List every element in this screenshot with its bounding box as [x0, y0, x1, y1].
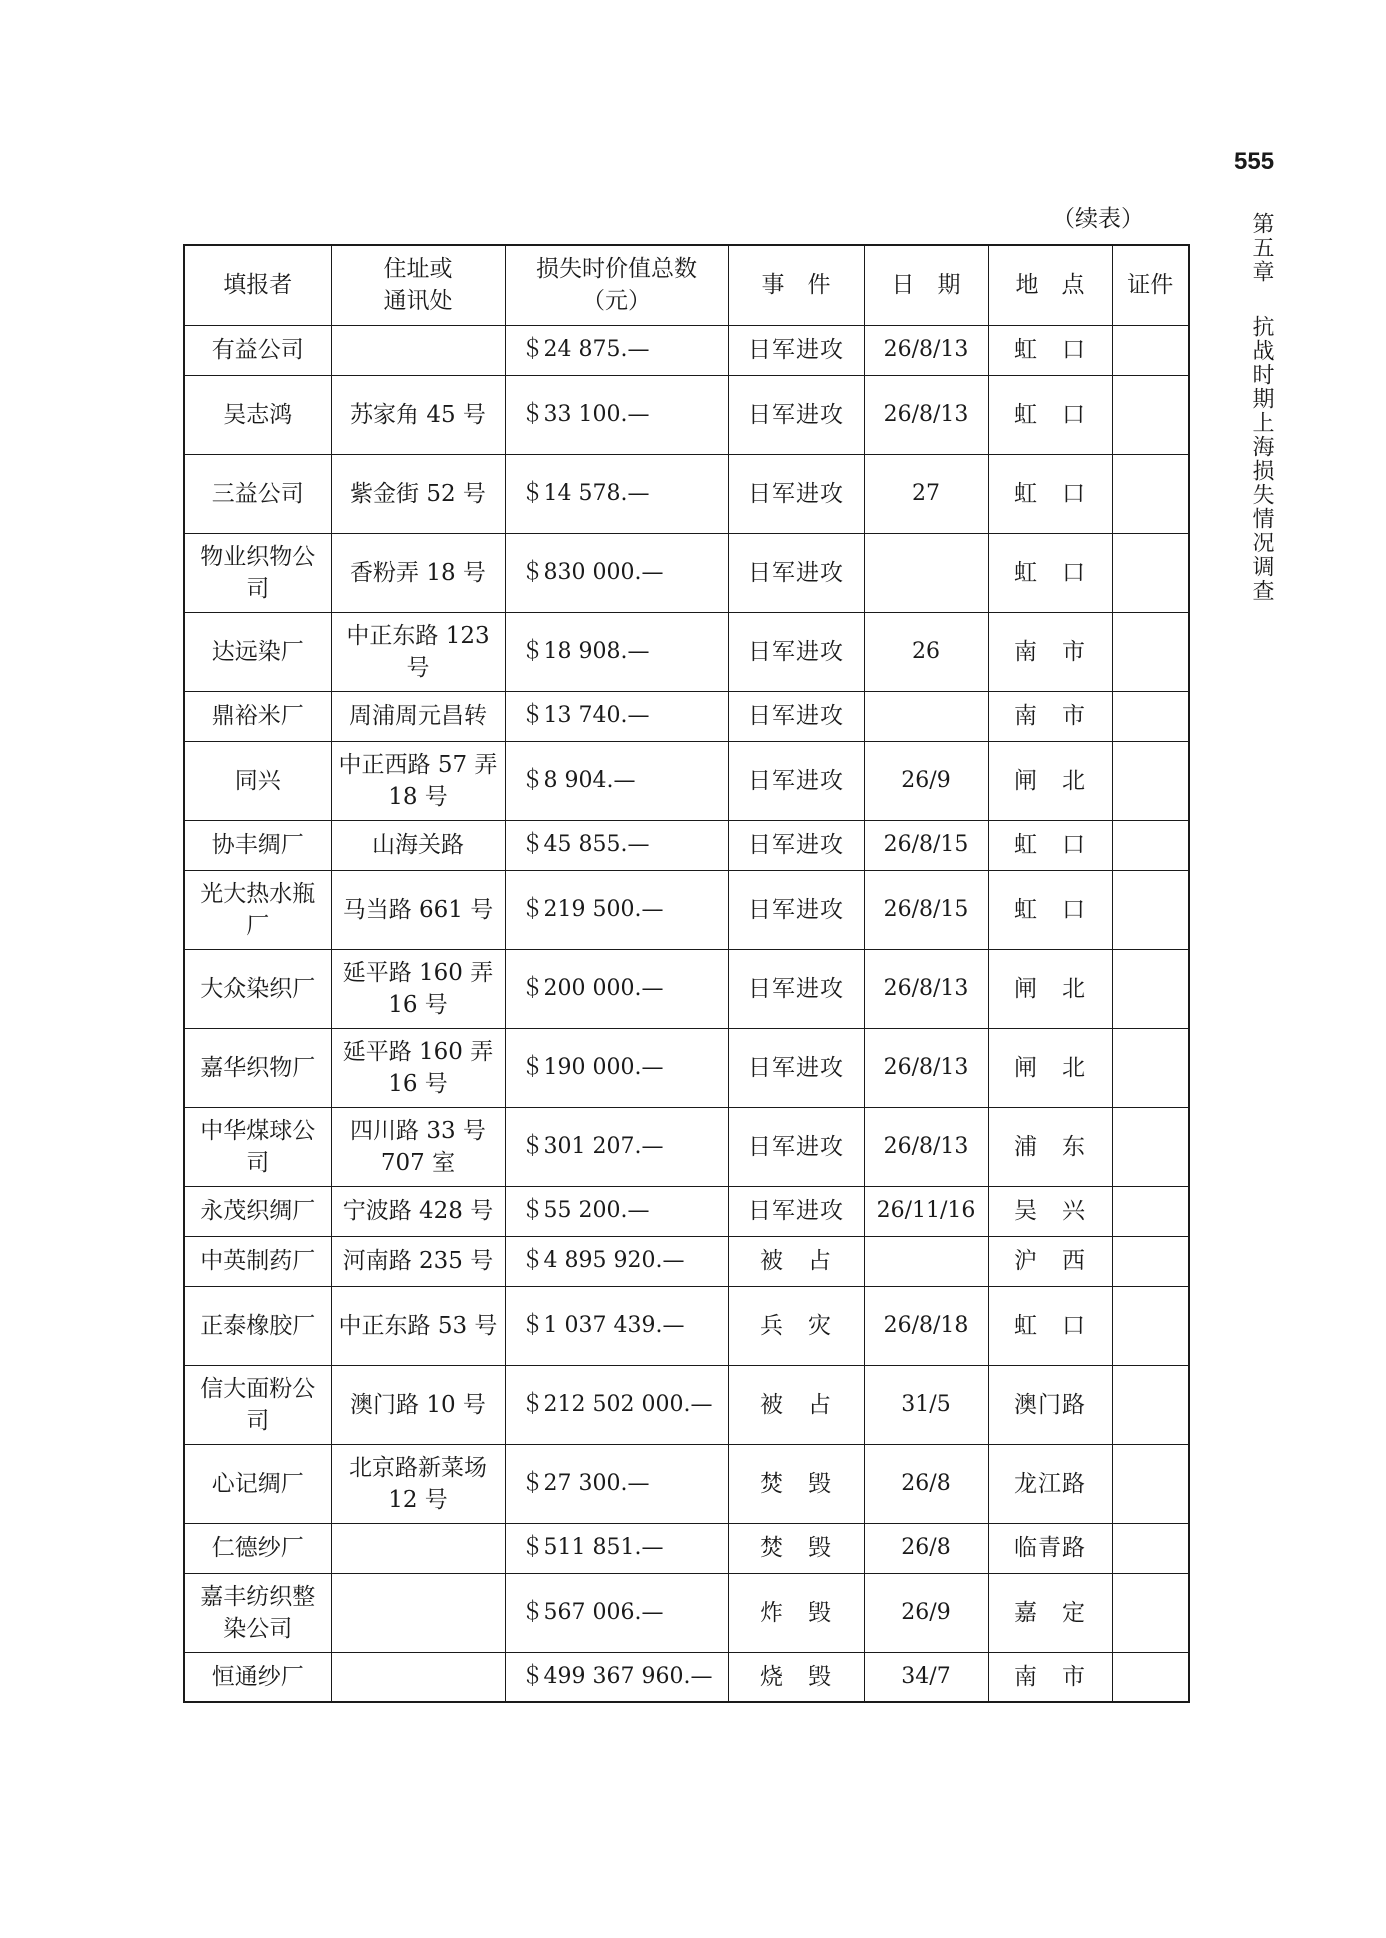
cell-date: 26/9	[864, 1573, 988, 1652]
cell-loss: ＄301 207.—	[505, 1107, 728, 1186]
cell-address: 北京路新菜场 12 号	[331, 1444, 505, 1523]
cell-address: 河南路 235 号	[331, 1236, 505, 1286]
cell-address	[331, 1523, 505, 1573]
cell-date: 26/8/15	[864, 820, 988, 870]
table-row	[184, 612, 1189, 691]
cell-address: 中正东路 53 号	[331, 1286, 505, 1365]
table-row	[184, 1107, 1189, 1186]
cell-place: 虹 口	[988, 820, 1112, 870]
cell-event: 日军进攻	[728, 820, 864, 870]
running-header	[1246, 212, 1276, 603]
cell-proof	[1112, 533, 1189, 612]
cell-event: 烧 毁	[728, 1652, 864, 1702]
cell-address	[331, 1573, 505, 1652]
cell-event: 焚 毁	[728, 1444, 864, 1523]
cell-reporter: 鼎裕米厂	[184, 691, 331, 741]
cell-loss: ＄499 367 960.—	[505, 1652, 728, 1702]
cell-reporter: 中华煤球公司	[184, 1107, 331, 1186]
cell-date: 26/8/18	[864, 1286, 988, 1365]
header-row	[184, 245, 1189, 325]
cell-proof	[1112, 1652, 1189, 1702]
table-row	[184, 870, 1189, 949]
cell-date: 26	[864, 612, 988, 691]
table-row	[184, 1028, 1189, 1107]
cell-address: 香粉弄 18 号	[331, 533, 505, 612]
cell-place: 南 市	[988, 1652, 1112, 1702]
cell-loss: ＄45 855.—	[505, 820, 728, 870]
cell-event: 日军进攻	[728, 375, 864, 454]
table-row	[184, 454, 1189, 533]
cell-reporter: 物业织物公司	[184, 533, 331, 612]
cell-reporter: 三益公司	[184, 454, 331, 533]
cell-reporter: 光大热水瓶厂	[184, 870, 331, 949]
cell-place: 虹 口	[988, 533, 1112, 612]
cell-date: 31/5	[864, 1365, 988, 1444]
cell-event: 日军进攻	[728, 1186, 864, 1236]
cell-proof	[1112, 375, 1189, 454]
header-address-line2: 通讯处	[383, 288, 453, 315]
cell-loss: ＄212 502 000.—	[505, 1365, 728, 1444]
cell-date	[864, 1236, 988, 1286]
cell-date: 26/8	[864, 1444, 988, 1523]
cell-address: 紫金街 52 号	[331, 454, 505, 533]
chapter-label: 第五章	[1249, 212, 1274, 284]
page-number: 555	[1234, 148, 1275, 175]
table-row	[184, 533, 1189, 612]
header-loss-line1: 损失时价值总数	[536, 256, 697, 283]
cell-reporter: 正泰橡胶厂	[184, 1286, 331, 1365]
cell-proof	[1112, 1107, 1189, 1186]
cell-date: 26/9	[864, 741, 988, 820]
header-place: 地 点	[988, 245, 1112, 325]
cell-loss: ＄200 000.—	[505, 949, 728, 1028]
header-date: 日 期	[864, 245, 988, 325]
cell-address: 中正东路 123 号	[331, 612, 505, 691]
cell-address: 山海关路	[331, 820, 505, 870]
cell-place: 虹 口	[988, 325, 1112, 375]
cell-place: 龙江路	[988, 1444, 1112, 1523]
header-address	[331, 245, 505, 325]
table-row	[184, 1523, 1189, 1573]
cell-loss: ＄33 100.—	[505, 375, 728, 454]
loss-table	[183, 244, 1190, 1703]
cell-place: 闸 北	[988, 1028, 1112, 1107]
continued-label: （续表）	[1052, 206, 1144, 232]
cell-event: 日军进攻	[728, 612, 864, 691]
cell-reporter: 中英制药厂	[184, 1236, 331, 1286]
cell-proof	[1112, 820, 1189, 870]
cell-proof	[1112, 870, 1189, 949]
cell-date: 26/8/13	[864, 1028, 988, 1107]
cell-place: 虹 口	[988, 1286, 1112, 1365]
cell-place: 虹 口	[988, 454, 1112, 533]
cell-event: 日军进攻	[728, 949, 864, 1028]
cell-loss: ＄8 904.—	[505, 741, 728, 820]
header-reporter: 填报者	[184, 245, 331, 325]
cell-date: 34/7	[864, 1652, 988, 1702]
cell-address: 苏家角 45 号	[331, 375, 505, 454]
section-title: 抗战时期上海损失情况调查	[1249, 315, 1274, 603]
cell-event: 日军进攻	[728, 1028, 864, 1107]
cell-place: 南 市	[988, 691, 1112, 741]
cell-loss: ＄830 000.—	[505, 533, 728, 612]
cell-address: 周浦周元昌转	[331, 691, 505, 741]
cell-proof	[1112, 691, 1189, 741]
table-row	[184, 1365, 1189, 1444]
cell-date: 26/8/13	[864, 325, 988, 375]
cell-loss: ＄567 006.—	[505, 1573, 728, 1652]
cell-place: 吴 兴	[988, 1186, 1112, 1236]
cell-reporter: 吴志鸿	[184, 375, 331, 454]
cell-event: 兵 灾	[728, 1286, 864, 1365]
cell-proof	[1112, 1236, 1189, 1286]
cell-event: 焚 毁	[728, 1523, 864, 1573]
cell-place: 浦 东	[988, 1107, 1112, 1186]
cell-reporter: 协丰绸厂	[184, 820, 331, 870]
cell-reporter: 同兴	[184, 741, 331, 820]
cell-loss: ＄4 895 920.—	[505, 1236, 728, 1286]
table-row	[184, 820, 1189, 870]
header-proof: 证件	[1112, 245, 1189, 325]
cell-proof	[1112, 1444, 1189, 1523]
cell-place: 闸 北	[988, 949, 1112, 1028]
cell-place: 沪 西	[988, 1236, 1112, 1286]
cell-address: 马当路 661 号	[331, 870, 505, 949]
cell-proof	[1112, 1365, 1189, 1444]
cell-event: 日军进攻	[728, 870, 864, 949]
cell-date: 26/8/13	[864, 375, 988, 454]
table-row	[184, 1186, 1189, 1236]
cell-place: 闸 北	[988, 741, 1112, 820]
header-event: 事 件	[728, 245, 864, 325]
cell-reporter: 心记绸厂	[184, 1444, 331, 1523]
cell-reporter: 永茂织绸厂	[184, 1186, 331, 1236]
cell-place: 南 市	[988, 612, 1112, 691]
cell-loss: ＄511 851.—	[505, 1523, 728, 1573]
table-row	[184, 1444, 1189, 1523]
cell-event: 炸 毁	[728, 1573, 864, 1652]
cell-address	[331, 325, 505, 375]
cell-proof	[1112, 1573, 1189, 1652]
cell-date: 26/8	[864, 1523, 988, 1573]
cell-reporter: 达远染厂	[184, 612, 331, 691]
cell-reporter: 嘉丰纺织整染公司	[184, 1573, 331, 1652]
cell-proof	[1112, 1523, 1189, 1573]
cell-proof	[1112, 454, 1189, 533]
cell-date: 26/8/13	[864, 1107, 988, 1186]
cell-date: 26/11/16	[864, 1186, 988, 1236]
cell-loss: ＄18 908.—	[505, 612, 728, 691]
cell-place: 临青路	[988, 1523, 1112, 1573]
table-row	[184, 1286, 1189, 1365]
cell-proof	[1112, 1028, 1189, 1107]
header-address-line1: 住址或	[383, 256, 453, 283]
cell-reporter: 仁德纱厂	[184, 1523, 331, 1573]
table-row	[184, 949, 1189, 1028]
cell-address: 中正西路 57 弄 18 号	[331, 741, 505, 820]
cell-reporter: 恒通纱厂	[184, 1652, 331, 1702]
cell-loss: ＄27 300.—	[505, 1444, 728, 1523]
cell-reporter: 有益公司	[184, 325, 331, 375]
table-row	[184, 325, 1189, 375]
cell-date	[864, 533, 988, 612]
cell-loss: ＄24 875.—	[505, 325, 728, 375]
table-row	[184, 691, 1189, 741]
cell-event: 被 占	[728, 1365, 864, 1444]
cell-loss: ＄219 500.—	[505, 870, 728, 949]
cell-reporter: 信大面粉公司	[184, 1365, 331, 1444]
cell-event: 日军进攻	[728, 741, 864, 820]
cell-reporter: 嘉华织物厂	[184, 1028, 331, 1107]
cell-date	[864, 691, 988, 741]
cell-event: 日军进攻	[728, 325, 864, 375]
cell-loss: ＄55 200.—	[505, 1186, 728, 1236]
cell-event: 日军进攻	[728, 533, 864, 612]
cell-loss: ＄14 578.—	[505, 454, 728, 533]
cell-reporter: 大众染织厂	[184, 949, 331, 1028]
cell-place: 澳门路	[988, 1365, 1112, 1444]
table-row	[184, 375, 1189, 454]
cell-loss: ＄1 037 439.—	[505, 1286, 728, 1365]
cell-address: 延平路 160 弄 16 号	[331, 949, 505, 1028]
header-loss-line2: （元）	[582, 288, 651, 315]
cell-proof	[1112, 1286, 1189, 1365]
cell-proof	[1112, 741, 1189, 820]
cell-address	[331, 1652, 505, 1702]
table-row	[184, 1236, 1189, 1286]
cell-event: 日军进攻	[728, 691, 864, 741]
cell-proof	[1112, 949, 1189, 1028]
cell-proof	[1112, 1186, 1189, 1236]
cell-proof	[1112, 612, 1189, 691]
cell-date: 26/8/15	[864, 870, 988, 949]
cell-date: 26/8/13	[864, 949, 988, 1028]
table-row	[184, 1652, 1189, 1702]
cell-event: 被 占	[728, 1236, 864, 1286]
cell-place: 虹 口	[988, 375, 1112, 454]
cell-address: 四川路 33 号 707 室	[331, 1107, 505, 1186]
cell-event: 日军进攻	[728, 1107, 864, 1186]
cell-address: 宁波路 428 号	[331, 1186, 505, 1236]
cell-address: 澳门路 10 号	[331, 1365, 505, 1444]
cell-event: 日军进攻	[728, 454, 864, 533]
cell-loss: ＄190 000.—	[505, 1028, 728, 1107]
cell-proof	[1112, 325, 1189, 375]
table-row	[184, 741, 1189, 820]
table-row	[184, 1573, 1189, 1652]
cell-date: 27	[864, 454, 988, 533]
cell-place: 虹 口	[988, 870, 1112, 949]
cell-place: 嘉 定	[988, 1573, 1112, 1652]
header-loss	[505, 245, 728, 325]
cell-address: 延平路 160 弄 16 号	[331, 1028, 505, 1107]
cell-loss: ＄13 740.—	[505, 691, 728, 741]
